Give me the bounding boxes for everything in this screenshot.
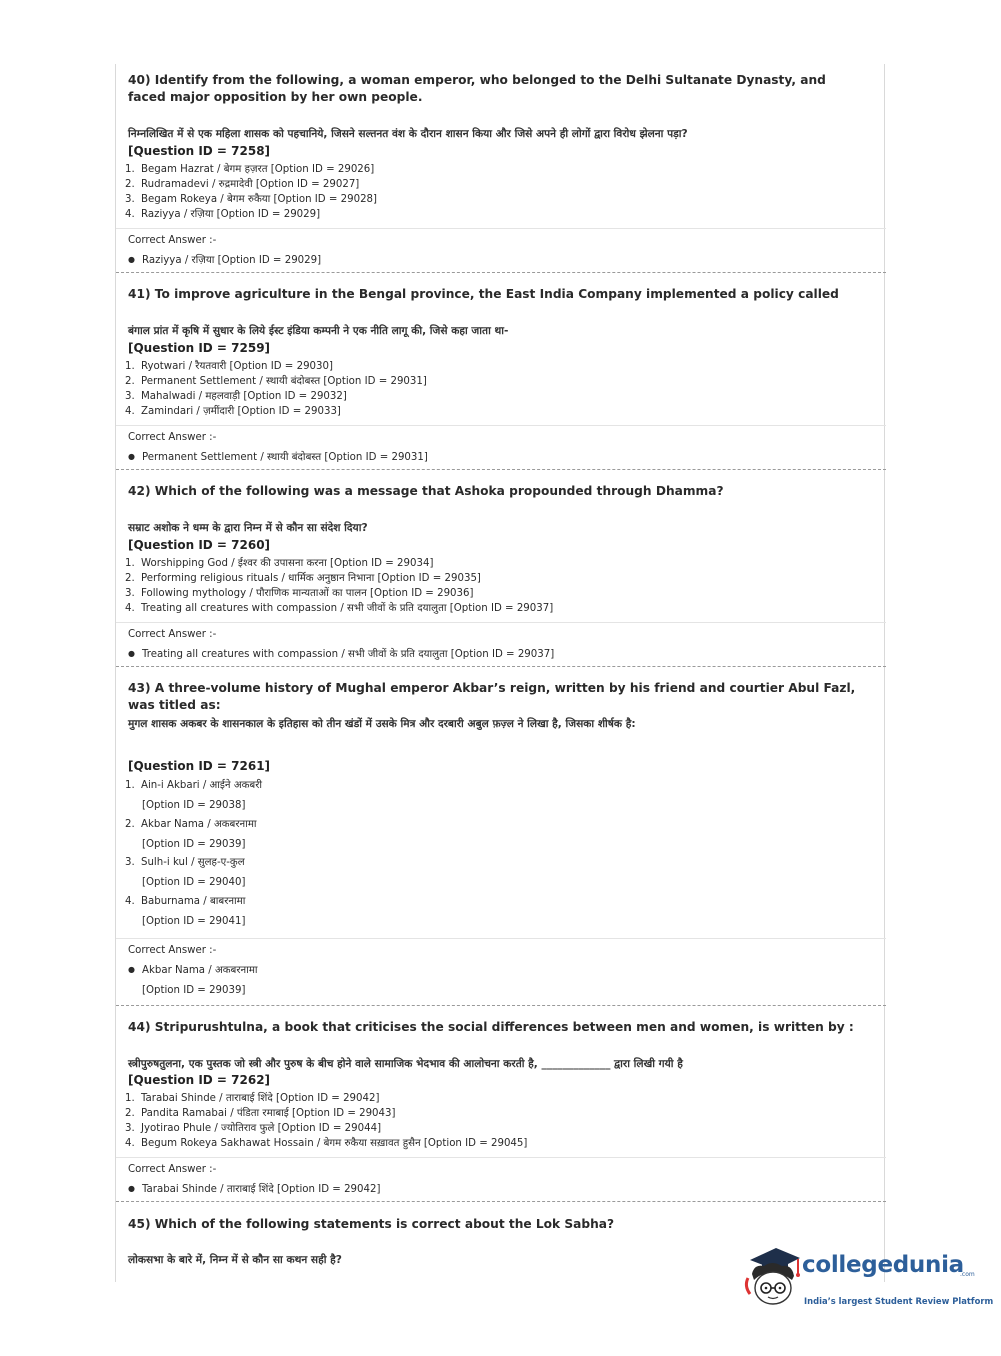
option-1: 1. Begam Hazrat / बेगम हज़रत [Option ID = 29026] bbox=[125, 164, 375, 175]
option-4: 4. Treating all creatures with compassion / सभी जीवों के प्रति दयालुता [Option ID = 29037] bbox=[125, 603, 554, 614]
answer-divider bbox=[116, 228, 886, 229]
collegedunia-logo bbox=[742, 1244, 994, 1316]
question-id: [Question ID = 7259] bbox=[128, 341, 271, 355]
option-3: 3. Begam Rokeya / बेगम रुकैया [Option ID = 29028] bbox=[125, 194, 378, 205]
bullet-icon: ● bbox=[128, 452, 135, 461]
answer-divider bbox=[116, 1157, 886, 1158]
option-1: 1. Ain-i Akbari / आईने अकबरी bbox=[125, 780, 263, 791]
option-3-id: [Option ID = 29040] bbox=[142, 877, 246, 888]
option-1: 1. Worshipping God / ईश्वर की उपासना करना [Option ID = 29034] bbox=[125, 558, 434, 569]
question-separator bbox=[116, 469, 886, 470]
bullet-icon: ● bbox=[128, 649, 135, 658]
option-3: 3. Sulh-i kul / सुलह-ए-कुल bbox=[125, 857, 245, 868]
option-1: 1. Ryotwari / रैयतवारी [Option ID = 29030] bbox=[125, 361, 333, 372]
question-id: [Question ID = 7261] bbox=[128, 759, 271, 773]
option-4: 4. Raziyya / रज़िया [Option ID = 29029] bbox=[125, 209, 321, 220]
question-hindi: स्त्रीपुरुषतुलना, एक पुस्तक जो स्त्री और पुरुष के बीच होने वाले सामाजिक भेदभाव की आलोचना करती है, _____________ द्वारा लिखी गयी है bbox=[128, 1058, 683, 1070]
option-3: 3. Following mythology / पौराणिक मान्यताओं का पालन [Option ID = 29036] bbox=[125, 588, 474, 599]
correct-answer: ● Permanent Settlement / स्थायी बंदोबस्त [Option ID = 29031] bbox=[128, 452, 428, 463]
correct-answer-label: Correct Answer :- bbox=[128, 432, 217, 443]
correct-answer: ● Akbar Nama / अकबरनामा bbox=[128, 965, 258, 976]
answer-divider bbox=[116, 622, 886, 623]
option-3: 3. Mahalwadi / महलवाड़ी [Option ID = 29032] bbox=[125, 391, 347, 402]
option-1: 1. Tarabai Shinde / ताराबाई शिंदे [Option ID = 29042] bbox=[125, 1093, 380, 1104]
option-2: 2. Akbar Nama / अकबरनामा bbox=[125, 819, 257, 830]
question-title: 45) Which of the following statements is correct about the Lok Sabha? bbox=[128, 1217, 615, 1231]
option-2: 2. Rudramadevi / रुद्रमादेवी [Option ID = 29027] bbox=[125, 179, 360, 190]
bullet-icon: ● bbox=[128, 1184, 135, 1193]
question-paper-sheet bbox=[115, 64, 885, 1282]
question-hindi: सम्राट अशोक ने धम्म के द्वारा निम्न में से कौन सा संदेश दिया? bbox=[128, 522, 368, 534]
question-title: 44) Stripurushtulna, a book that criticises the social differences between men and women, is written by : bbox=[128, 1020, 854, 1034]
question-separator bbox=[116, 1201, 886, 1202]
bullet-icon: ● bbox=[128, 965, 135, 974]
correct-answer-label: Correct Answer :- bbox=[128, 1164, 217, 1175]
option-2: 2. Pandita Ramabai / पंडिता रमाबाई [Option ID = 29043] bbox=[125, 1108, 396, 1119]
option-2: 2. Permanent Settlement / स्थायी बंदोबस्त [Option ID = 29031] bbox=[125, 376, 427, 387]
option-4: 4. Baburnama / बाबरनामा bbox=[125, 896, 246, 907]
option-4: 4. Zamindari / ज़मींदारी [Option ID = 29033] bbox=[125, 406, 341, 417]
option-4-id: [Option ID = 29041] bbox=[142, 916, 246, 927]
bullet-icon: ● bbox=[128, 255, 135, 264]
logo-wordmark: collegedunia bbox=[802, 1252, 964, 1278]
question-title: 40) Identify from the following, a woman emperor, who belonged to the Delhi Sultanate Dynasty, and faced major opposition by her own people. bbox=[128, 73, 826, 104]
option-3: 3. Jyotirao Phule / ज्योतिराव फुले [Option ID = 29044] bbox=[125, 1123, 382, 1134]
question-hindi: बंगाल प्रांत में कृषि में सुधार के लिये ईस्ट इंडिया कम्पनी ने एक नीति लागू की, जिसे कहा जाता था- bbox=[128, 325, 509, 337]
question-hindi: लोकसभा के बारे में, निम्न में से कौन सा कथन सही है? bbox=[128, 1254, 342, 1266]
logo-tagline: India’s largest Student Review Platform bbox=[804, 1296, 994, 1306]
correct-answer-label: Correct Answer :- bbox=[128, 945, 217, 956]
question-separator bbox=[116, 666, 886, 667]
question-title: 43) A three-volume history of Mughal emperor Akbar’s reign, written by his friend and courtier Abul Fazl, was titled as: bbox=[128, 681, 856, 712]
option-2: 2. Performing religious rituals / धार्मिक अनुष्ठान निभाना [Option ID = 29035] bbox=[125, 573, 481, 584]
question-title: 41) To improve agriculture in the Bengal province, the East India Company implemented a policy called bbox=[128, 287, 839, 301]
option-4: 4. Begum Rokeya Sakhawat Hossain / बेगम रुकैया सख़ावत हुसैन [Option ID = 29045] bbox=[125, 1138, 528, 1149]
correct-answer: ● Raziyya / रज़िया [Option ID = 29029] bbox=[128, 255, 322, 266]
option-1-id: [Option ID = 29038] bbox=[142, 800, 246, 811]
correct-answer-label: Correct Answer :- bbox=[128, 235, 217, 246]
correct-answer: ● Tarabai Shinde / ताराबाई शिंदे [Option ID = 29042] bbox=[128, 1184, 381, 1195]
question-separator bbox=[116, 1005, 886, 1006]
mascot-icon bbox=[742, 1244, 804, 1310]
answer-divider bbox=[116, 938, 886, 939]
question-id: [Question ID = 7258] bbox=[128, 144, 271, 158]
question-title: 42) Which of the following was a message that Ashoka propounded through Dhamma? bbox=[128, 484, 724, 498]
question-separator bbox=[116, 272, 886, 273]
option-2-id: [Option ID = 29039] bbox=[142, 839, 246, 850]
correct-answer: ● Treating all creatures with compassion / सभी जीवों के प्रति दयालुता [Option ID = 29037] bbox=[128, 649, 555, 660]
answer-divider bbox=[116, 425, 886, 426]
correct-answer-label: Correct Answer :- bbox=[128, 629, 217, 640]
correct-answer-id: [Option ID = 29039] bbox=[142, 985, 246, 996]
question-id: [Question ID = 7262] bbox=[128, 1073, 271, 1087]
question-hindi: निम्नलिखित में से एक महिला शासक को पहचानिये, जिसने सल्तनत वंश के दौरान शासन किया और जिसे अपने ही लोगों द्वारा विरोध झेलना पड़ा? bbox=[128, 128, 688, 140]
logo-suffix: .com bbox=[960, 1271, 975, 1278]
question-hindi: मुगल शासक अकबर के शासनकाल के इतिहास को तीन खंडों में उसके मित्र और दरबारी अबुल फ़ज़्ल ने लिखा है, जिसका शीर्षक है: bbox=[128, 718, 636, 730]
question-id: [Question ID = 7260] bbox=[128, 538, 271, 552]
